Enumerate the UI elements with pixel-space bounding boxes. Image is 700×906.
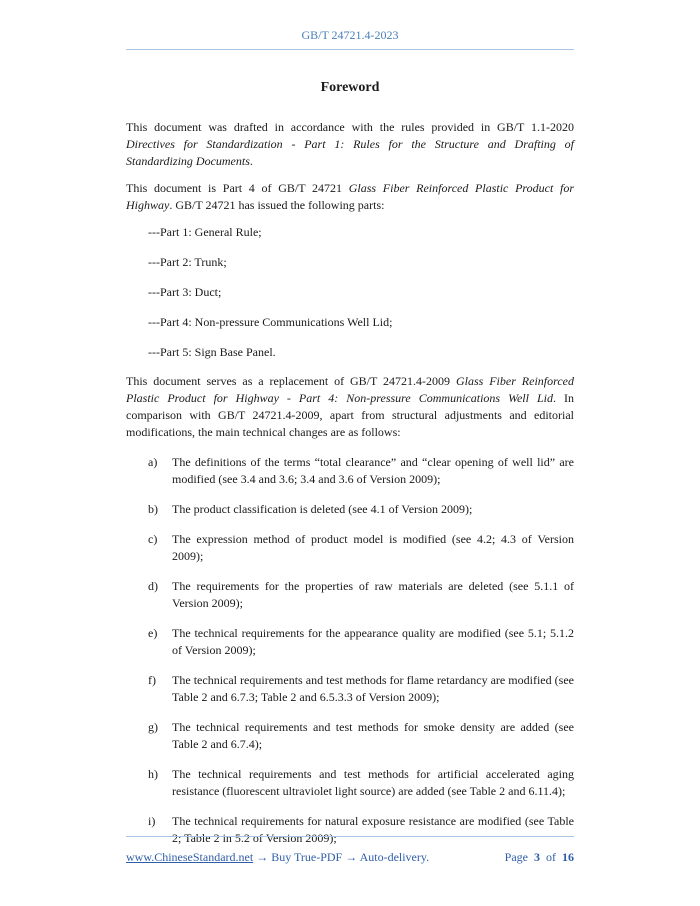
change-item — [126, 813, 574, 847]
change-item — [126, 719, 574, 753]
footer-promo — [126, 850, 429, 865]
change-text: The technical requirements for the appearance quality are modified (see 5.1; 5.1.2 of Version 2009); — [172, 626, 574, 657]
change-text: The technical requirements for natural exposure resistance are modified (see Table 2; Table 2 in 5.2 of Version 2009); — [172, 814, 574, 845]
page-word: Page — [504, 850, 528, 864]
change-label: h) — [148, 767, 158, 781]
running-header: GB/T 24721.4-2023 — [301, 28, 399, 42]
change-item — [126, 625, 574, 659]
para2-italic-title: Glass Fiber Reinforced Plastic Product for Highway — [126, 181, 574, 212]
change-text: The product classification is deleted (see 4.1 of Version 2009); — [172, 502, 473, 516]
paragraph-replacement — [126, 373, 574, 441]
para3-text: This document serves as a replacement of GB/T 24721.4-2009 — [126, 374, 456, 388]
of-word: of — [546, 850, 556, 864]
change-item — [126, 672, 574, 706]
change-item — [126, 766, 574, 800]
change-label: c) — [148, 532, 158, 546]
para2-end: . GB/T 24721 has issued the following parts: — [169, 198, 385, 212]
change-label: g) — [148, 720, 158, 734]
part-item: ---Part 3: Duct; — [148, 285, 222, 299]
para1-end: . — [249, 154, 253, 168]
change-text: The technical requirements and test methods for flame retardancy are modified (see Table 2 and 6.7.3; Table 2 and 6.5.3.3 of Version 2009); — [172, 673, 574, 704]
change-label: f) — [148, 673, 156, 687]
change-text: The technical requirements and test methods for smoke density are added (see Table 2 and 6.7.4); — [172, 720, 574, 751]
change-label: i) — [148, 814, 156, 828]
part-item: ---Part 2: Trunk; — [148, 255, 227, 269]
footer-promo-text: → Buy True-PDF → Auto-delivery. — [253, 850, 430, 864]
part-item: ---Part 1: General Rule; — [148, 225, 262, 239]
footer-rule — [126, 836, 574, 837]
page-number: 3 — [534, 850, 540, 864]
change-text: The expression method of product model is modified (see 4.2; 4.3 of Version 2009); — [172, 532, 574, 563]
document-body — [126, 119, 574, 860]
page-indicator — [505, 850, 574, 865]
change-item — [126, 578, 574, 612]
change-text: The technical requirements and test methods for artificial accelerated aging resistance (fluorescent ultraviolet light source) are added (see Table 2 and 6.11.4); — [172, 767, 574, 798]
para3-italic-title: Glass Fiber Reinforced Plastic Product for Highway - Part 4: Non-pressure Communications Well Lid — [126, 374, 575, 405]
change-label: e) — [148, 626, 158, 640]
header-rule — [126, 49, 574, 50]
paragraph-series-info — [126, 180, 574, 214]
change-label: d) — [148, 579, 158, 593]
chinesestandard-link[interactable]: www.ChineseStandard.net — [126, 850, 254, 864]
change-label: b) — [148, 502, 158, 516]
change-text: The requirements for the properties of raw materials are deleted (see 5.1.1 of Version 2009); — [172, 579, 574, 610]
change-item — [126, 454, 574, 488]
paragraph-drafting-rules — [126, 119, 574, 170]
para3-end: . In comparison with GB/T 24721.4-2009, apart from structural adjustments and editorial modifications, the main technical changes are as follows: — [126, 391, 575, 439]
page-title: Foreword — [320, 80, 380, 95]
para2-text: This document is Part 4 of GB/T 24721 — [126, 181, 349, 195]
part-item: ---Part 4: Non-pressure Communications Well Lid; — [148, 315, 393, 329]
part-item: ---Part 5: Sign Base Panel. — [148, 345, 276, 359]
change-label: a) — [148, 455, 158, 469]
page-total: 16 — [562, 850, 574, 864]
para1-italic-title: Directives for Standardization - Part 1: Rules for the Structure and Drafting of Standardizing Documents — [126, 137, 574, 168]
change-text: The definitions of the terms “total clearance” and “clear opening of well lid” are modified (see 3.4 and 3.6; 3.4 and 3.6 of Version 2009); — [172, 455, 574, 486]
change-item — [126, 501, 574, 518]
para1-text: This document was drafted in accordance with the rules provided in GB/T 1.1-2020 — [126, 120, 574, 134]
change-item — [126, 531, 574, 565]
